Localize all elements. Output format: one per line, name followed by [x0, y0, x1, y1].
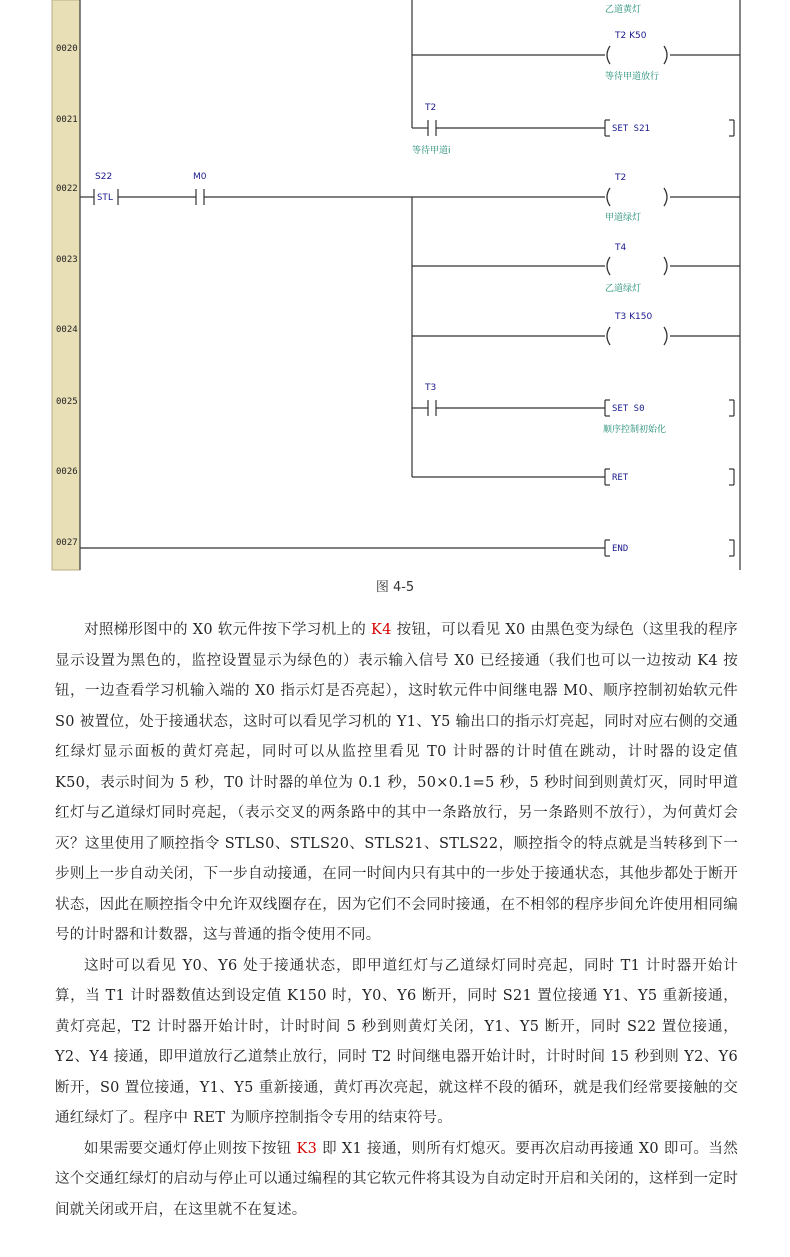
- key-highlight: K3: [296, 1140, 318, 1157]
- body-text: [55, 615, 738, 1225]
- coil-label: T3 K150: [615, 312, 653, 322]
- rung-number: 0022: [56, 184, 78, 194]
- paragraph: [55, 1134, 738, 1226]
- instruction-text: END: [612, 544, 629, 554]
- contact-comment: 等待甲道i: [412, 146, 451, 156]
- instruction-text: RET: [612, 473, 629, 483]
- coil-label: T4: [615, 243, 627, 253]
- rung-number: 0026: [56, 467, 78, 477]
- coil-comment: 乙道黄灯: [605, 5, 642, 15]
- key-highlight: K4: [371, 622, 392, 638]
- rung-number: 0023: [56, 255, 78, 265]
- rung-number: 0021: [56, 115, 78, 125]
- instruction-comment: 顺序控制初始化: [603, 425, 667, 435]
- coil-label: T2: [615, 173, 627, 183]
- rung-number: 0020: [56, 44, 78, 54]
- contact-label: M0: [193, 172, 207, 182]
- ladder-diagram: [0, 0, 790, 575]
- instruction-text: SET S21: [612, 124, 650, 134]
- paragraph: [55, 615, 738, 951]
- rung-number: 0025: [56, 397, 78, 407]
- contact-label: T3: [425, 383, 437, 393]
- instruction-text: SET S0: [612, 404, 645, 414]
- coil-comment: 甲道绿灯: [605, 213, 642, 223]
- paragraph-text: 如果需要交通灯停止则按下按钮: [84, 1140, 297, 1157]
- contact-label: T2: [425, 103, 437, 113]
- paragraph-text: 按钮，可以看见 X0 由黑色变为绿色（这里我的程序显示设置为黑色的，监控设置显示为绿色的）表示输入信号 X0 已经接通（我们也可以一边按动 K4 按钮，一边查看学习机输入端的 X0 指示灯是否亮起），这时软元件中间继电器 M0、顺序控制初始软元件 S0 被置位，处于接通状态，这时可以看见学习机的 Y1、Y5 输出口的指示灯亮起，同时对应右侧的交通红绿灯显示面板的黄灯亮起，同时可以从监控里看见 T0 计时器的计时值在跳动，计时器的设定值 K50，表示时间为 5 秒，T0 计时器的单位为 0.1 秒，50×0.1=5 秒，5 秒时间到则黄灯灭，同时甲道红灯与乙道绿灯同时亮起，（表示交叉的两条路中的其中一条路放行，另一条路则不放行），为何黄灯会灭？这里使用了顺控指令 STLS0、STLS20、STLS21、STLS22，顺控指令的特点就是当转移到下一步则上一步自动关闭，下一步自动接通，在同一时间内只有其中的一步处于接通状态，其他步都处于断开状态，因此在顺控指令中允许双线圈存在，因为它们不会同时接通，在不相邻的程序步间允许使用相同编号的计时器和计数器，这与普通的指令使用不同。: [55, 622, 738, 943]
- stl-text: STL: [97, 193, 114, 203]
- stl-label: S22: [95, 172, 113, 182]
- coil-comment: 乙道绿灯: [605, 284, 642, 294]
- paragraph: 这时可以看见 Y0、Y6 处于接通状态，即甲道红灯与乙道绿灯同时亮起，同时 T1 计时器开始计算，当 T1 计时器数值达到设定值 K150 时，Y0、Y6 断开，同时 S21 置位接通 Y1、Y5 重新接通，黄灯亮起，T2 计时器开始计时，计时时间 5 秒到则黄灯关闭，Y1、Y5 断开，同时 S22 置位接通，Y2、Y4 接通，即甲道放行乙道禁止放行，同时 T2 时间继电器开始计时，计时时间 15 秒到则 Y2、Y6 断开，S0 置位接通，Y1、Y5 重新接通，黄灯再次亮起，就这样不段的循环，就是我们经常要接触的交通红绿灯了。程序中 RET 为顺序控制指令专用的结束符号。: [55, 957, 738, 1126]
- paragraph-text: 即 X1 接通，则所有灯熄灭。要再次启动再接通 X0 即可。当然这个交通红绿灯的启动与停止可以通过编程的其它软元件将其设为自动定时开启和关闭的，这样到一定时间就关闭或开启，在这里就不在复述。: [55, 1140, 739, 1218]
- rung-number: 0027: [56, 538, 78, 548]
- line-number-gutter: [52, 0, 80, 570]
- coil-symbol: [607, 46, 610, 64]
- figure-caption: 图 4-5: [375, 580, 415, 595]
- paragraph-text: 对照梯形图中的 X0 软元件按下学习机上的: [84, 622, 372, 638]
- coil-label: T2 K50: [615, 31, 647, 41]
- rung-number: 0024: [56, 325, 78, 335]
- coil-comment: 等待甲道放行: [605, 72, 660, 82]
